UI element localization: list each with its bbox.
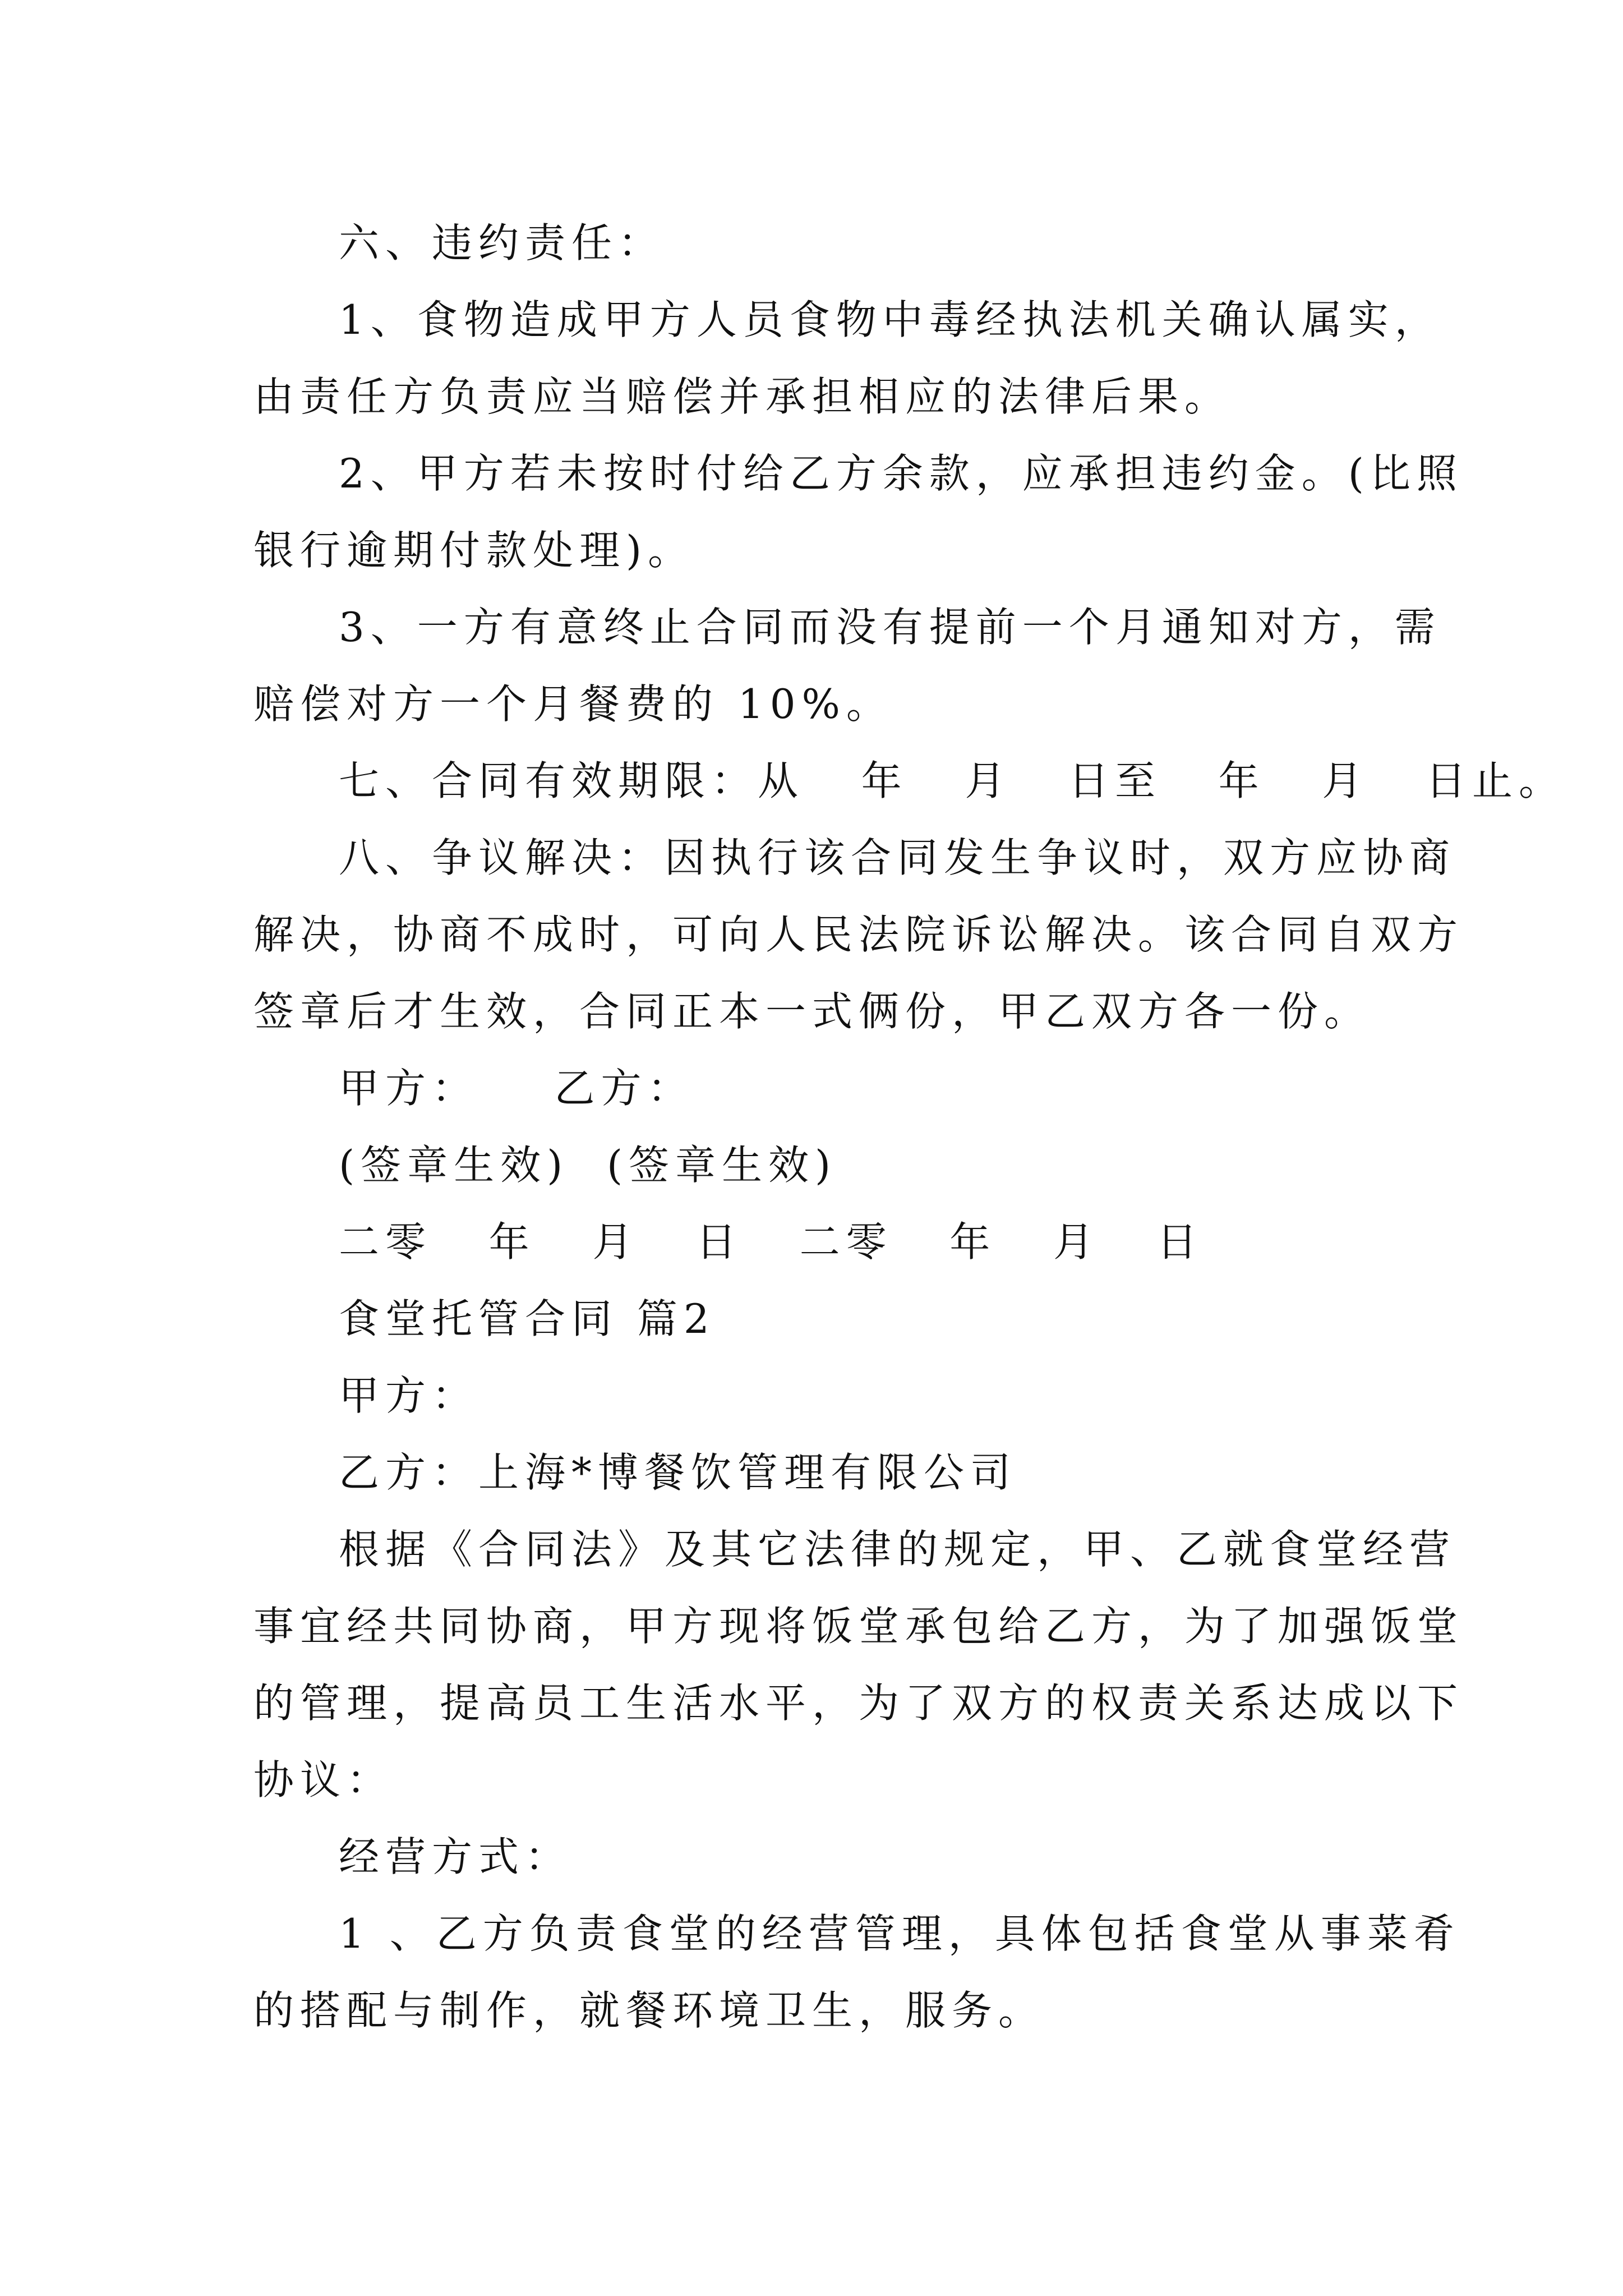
paragraph-line: 由责任方负责应当赔偿并承担相应的法律后果。 bbox=[253, 373, 1232, 420]
party-b-line: 乙方：上海*博餐饮管理有限公司 bbox=[339, 1449, 1017, 1496]
paragraph-line: 银行逾期付款处理)。 bbox=[253, 527, 695, 574]
paragraph-line: 协议： bbox=[253, 1756, 394, 1803]
paragraph-line: 1、食物造成甲方人员食物中毒经执法机关确认属实， bbox=[339, 296, 1441, 343]
section-heading-dispute-resolution: 八、争议解决：因执行该合同发生争议时，双方应协商 bbox=[339, 834, 1456, 881]
paragraph-line: 3、一方有意终止合同而没有提前一个月通知对方，需 bbox=[339, 604, 1441, 651]
signature-parties-line: 甲方： 乙方： bbox=[339, 1065, 694, 1112]
signature-seal-line: (签章生效) (签章生效) bbox=[339, 1142, 837, 1189]
contract-title: 食堂托管合同 篇2 bbox=[339, 1295, 716, 1342]
paragraph-line: 解决，协商不成时，可向人民法院诉讼解决。该合同自双方 bbox=[253, 911, 1464, 958]
paragraph-line: 根据《合同法》及其它法律的规定，甲、乙就食堂经营 bbox=[339, 1526, 1456, 1573]
paragraph-line: 的搭配与制作，就餐环境卫生，服务。 bbox=[253, 1987, 1045, 2034]
signature-date-line: 二零 年 月 日 二零 年 月 日 bbox=[339, 1218, 1204, 1266]
section-heading-breach-liability: 六、违约责任： bbox=[339, 219, 665, 266]
paragraph-line: 签章后才生效，合同正本一式俩份，甲乙双方各一份。 bbox=[253, 988, 1371, 1035]
section-heading-contract-term: 七、合同有效期限：从 年 月 日至 年 月 日止。 bbox=[339, 757, 1565, 804]
document-body bbox=[253, 205, 1565, 2049]
paragraph-line: 1 、乙方负责食堂的经营管理，具体包括食堂从事菜肴 bbox=[339, 1910, 1460, 1957]
paragraph-line: 事宜经共同协商，甲方现将饭堂承包给乙方，为了加强饭堂 bbox=[253, 1603, 1464, 1650]
paragraph-line: 2、甲方若未按时付给乙方余款，应承担违约金。(比照 bbox=[339, 450, 1463, 497]
paragraph-line: 的管理，提高员工生活水平，为了双方的权责关系达成以下 bbox=[253, 1680, 1464, 1727]
section-heading-operation-mode: 经营方式： bbox=[339, 1833, 572, 1880]
paragraph-line: 赔偿对方一个月餐费的 10%。 bbox=[253, 680, 893, 728]
party-a-line: 甲方： bbox=[339, 1372, 479, 1419]
